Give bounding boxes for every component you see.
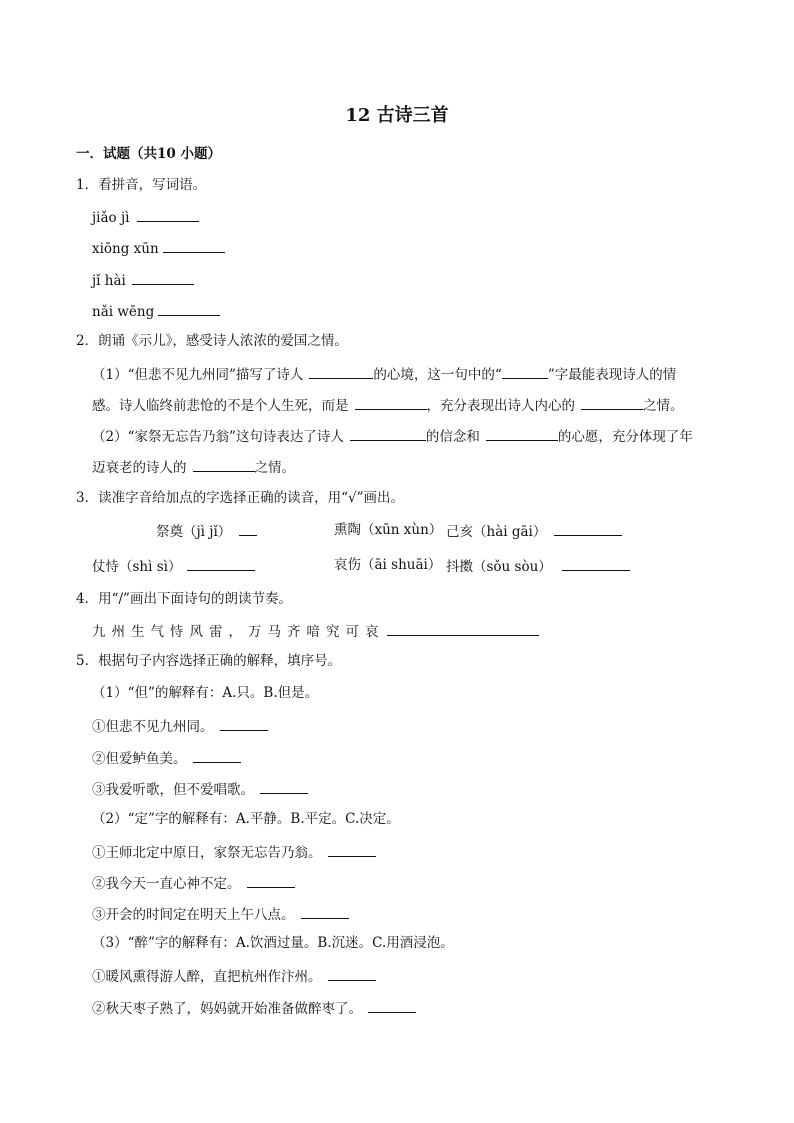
text: （2）“家祭无忘告乃翁”这句诗表达了诗人 [92, 429, 344, 445]
answer-blank[interactable] [301, 904, 349, 919]
q3-item-c [446, 521, 622, 541]
answer-blank[interactable] [260, 779, 308, 794]
q1-item-4 [92, 301, 220, 321]
q2-line-4 [92, 457, 295, 477]
q5-sentence [92, 842, 376, 862]
answer-blank[interactable] [158, 301, 220, 316]
page-title: 12 古诗三首 [345, 105, 449, 126]
text: 哀伤（āi shuāi） [334, 557, 442, 573]
answer-blank[interactable] [137, 207, 199, 222]
q2-stem: 2．朗诵《示儿》，感受诗人浓浓的爱国之情。 [76, 333, 348, 349]
text: （1）“但悲不见九州同”描写了诗人 [92, 367, 304, 383]
q5-sentence [92, 998, 416, 1018]
q2-line-3 [92, 426, 693, 446]
text: 祭奠（jì jǐ） [156, 524, 232, 540]
text: ，充分表现出诗人内心的 [426, 398, 575, 414]
q2-line-1 [92, 364, 676, 384]
answer-blank[interactable] [328, 842, 376, 857]
text: 的信念和 [425, 429, 480, 445]
answer-blank[interactable] [247, 873, 295, 888]
q5-sentence [92, 716, 268, 736]
answer-blank[interactable] [562, 556, 630, 571]
answer-blank[interactable] [328, 966, 376, 981]
answer-blank[interactable] [355, 395, 427, 410]
answer-blank[interactable] [581, 395, 643, 410]
text: 迈衰老的诗人的 [92, 460, 187, 476]
q4-line [92, 621, 539, 641]
pinyin: nǎi wēng [92, 304, 155, 320]
answer-blank[interactable] [350, 426, 426, 441]
pinyin: jiǎo jì [92, 210, 130, 226]
poem-line: 九州生气恃风雷，万马齐喑究可哀 [92, 624, 385, 640]
text: ”字最能表现诗人的情 [547, 367, 677, 383]
q5-sentence [92, 873, 295, 893]
answer-blank[interactable] [486, 426, 558, 441]
text: ①王师北定中原日，家祭无忘告乃翁。 [92, 845, 322, 861]
answer-blank[interactable] [220, 716, 268, 731]
q1-stem: 1．看拼音，写词语。 [76, 177, 207, 193]
text: 己亥（hài gāi） [446, 524, 547, 540]
q5-sentence [92, 748, 241, 768]
text: 熏陶（xūn xùn） [334, 522, 443, 538]
text: 的心境，这一句中的“ [373, 367, 502, 383]
answer-blank[interactable] [239, 521, 257, 536]
q1-item-3 [92, 270, 194, 290]
text: ①但悲不见九州同。 [92, 719, 214, 735]
answer-blank[interactable] [502, 364, 548, 379]
text: 抖擞（sǒu sòu） [446, 559, 552, 575]
q5-group-3: （3）“醉”字的解释有：A.饮酒过量。B.沉迷。C.用酒浸泡。 [92, 935, 454, 951]
q5-sentence [92, 779, 308, 799]
answer-blank[interactable] [554, 521, 622, 536]
text: ③我爱听歌，但不爱唱歌。 [92, 782, 254, 798]
text: 之情。 [254, 460, 295, 476]
q2-line-2 [92, 395, 684, 415]
q5-sentence [92, 966, 376, 986]
q5-sentence [92, 904, 349, 924]
text: ①暖风熏得游人醉，直把杭州作汴州。 [92, 969, 322, 985]
q3-item-f [446, 556, 630, 576]
q3-item-d [92, 556, 255, 576]
text: ②秋天枣子熟了，妈妈就开始准备做醉枣了。 [92, 1001, 362, 1017]
q1-item-2 [92, 238, 225, 258]
text: 的心愿，充分体现了年 [557, 429, 693, 445]
text: 之情。 [643, 398, 684, 414]
text: ②但爱鲈鱼美。 [92, 751, 187, 767]
q5-stem: 5．根据句子内容选择正确的解释，填序号。 [76, 653, 342, 669]
answer-blank[interactable] [193, 457, 255, 472]
q4-stem: 4．用“/”画出下面诗句的朗读节奏。 [76, 591, 292, 607]
q5-group-1: （1）“但”的解释有：A.只。B.但是。 [92, 685, 319, 701]
q3-item-b [334, 521, 442, 539]
q3-stem: 3．读准字音给加点的字选择正确的读音，用“√”画出。 [76, 490, 404, 506]
section-heading: 一．试题（共10 小题） [76, 146, 221, 162]
answer-blank[interactable] [187, 556, 255, 571]
pinyin: jǐ hài [92, 273, 126, 289]
answer-blank[interactable] [368, 998, 416, 1013]
answer-blank[interactable] [309, 364, 373, 379]
text: 感。诗人临终前悲怆的不是个人生死，而是 [92, 398, 349, 414]
text: ③开会的时间定在明天上午八点。 [92, 907, 295, 923]
text: ②我今天一直心神不定。 [92, 876, 241, 892]
q5-group-2: （2）“定”字的解释有：A.平静。B.平定。C.决定。 [92, 811, 400, 827]
answer-blank[interactable] [132, 270, 194, 285]
answer-blank[interactable] [387, 621, 539, 636]
answer-blank[interactable] [193, 748, 241, 763]
answer-blank[interactable] [163, 238, 225, 253]
q1-item-1 [92, 207, 199, 227]
q3-item-e [334, 556, 441, 574]
q3-item-a [156, 521, 257, 541]
text: 仗恃（shì sì） [92, 559, 182, 575]
pinyin: xiōng xūn [92, 241, 159, 257]
